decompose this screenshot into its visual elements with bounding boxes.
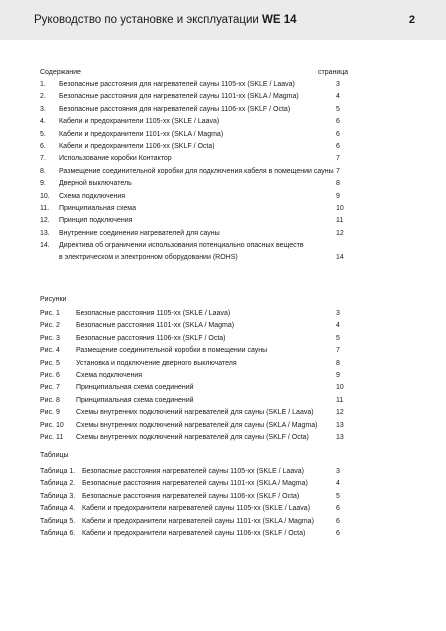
contents-item xyxy=(0,81,446,93)
figure-item-title: Установка и подключение дверного выключателя xyxy=(76,359,237,367)
table-item-title: Кабели и предохранители нагревателей сауны 1105-xx (SKLE / Laava) xyxy=(82,505,311,513)
contents-item-page: 12 xyxy=(336,229,344,237)
table-item xyxy=(0,493,446,505)
contents-item xyxy=(0,106,446,118)
contents-item-page: 5 xyxy=(336,105,340,113)
page-number: 2 xyxy=(408,14,415,26)
table-item-title: Кабели и предохранители нагревателей сауны 1101-xx (SKLA / Magma) xyxy=(82,517,314,525)
contents-item xyxy=(0,155,446,167)
contents-item xyxy=(0,230,446,242)
table-item-number: Таблица 1. xyxy=(40,468,76,475)
contents-item-number: 8. xyxy=(40,167,46,175)
figure-item-number: Рис. 6 xyxy=(40,371,60,379)
contents-item-number: 13. xyxy=(40,229,50,237)
figures-heading: Рисунки xyxy=(40,296,67,303)
figure-item xyxy=(0,360,446,372)
figure-item xyxy=(0,372,446,384)
contents-item xyxy=(0,205,446,217)
figure-item-page: 7 xyxy=(336,347,340,355)
figure-item xyxy=(0,434,446,446)
contents-item-page: 9 xyxy=(336,192,340,200)
contents-item-number: 1. xyxy=(40,81,46,88)
figure-item-title: Схемы внутренних подключений нагревателей для сауны (SKLF / Octa) xyxy=(76,433,309,441)
table-item-page: 6 xyxy=(336,517,340,525)
contents-item-page: 6 xyxy=(336,130,340,138)
contents-item-title: Принцип подключения xyxy=(59,217,133,225)
contents-item-title: Безопасные расстояния для нагревателей сауны 1105-xx (SKLE / Laava) xyxy=(59,81,295,88)
figure-item-title: Безопасные расстояния 1101-xx (SKLA / Magma) xyxy=(76,322,235,330)
table-item-title: Безопасные расстояния нагревателей сауны 1106-xx (SKLF / Octa) xyxy=(82,492,300,500)
figure-item-number: Рис. 11 xyxy=(40,433,64,441)
figure-item-page: 8 xyxy=(336,359,340,367)
figure-item-number: Рис. 4 xyxy=(40,347,60,355)
figure-item-title: Безопасные расстояния 1105-xx (SKLE / Laava) xyxy=(76,310,231,317)
contents-item-title: Дверной выключатель xyxy=(59,180,132,188)
figure-item-number: Рис. 1 xyxy=(40,310,60,317)
table-item xyxy=(0,530,446,542)
contents-list xyxy=(0,81,446,266)
contents-item xyxy=(0,131,446,143)
figure-item-page: 13 xyxy=(336,421,344,429)
table-item xyxy=(0,518,446,530)
contents-item xyxy=(0,180,446,192)
table-item-page: 5 xyxy=(336,492,340,500)
contents-item-title: Кабели и предохранители 1105-xx (SKLE / Laava) xyxy=(59,118,220,126)
page-header xyxy=(0,0,446,40)
figure-item xyxy=(0,310,446,322)
figure-item-title: Схема подключения xyxy=(76,371,143,379)
figure-item-page: 12 xyxy=(336,409,344,417)
document-title xyxy=(34,14,297,26)
contents-item-number: 14. xyxy=(40,242,50,250)
figure-item-page: 9 xyxy=(336,371,340,379)
contents-item-number: 12. xyxy=(40,217,50,225)
table-item-page: 6 xyxy=(336,529,340,537)
table-item xyxy=(0,505,446,517)
contents-item-page: 8 xyxy=(336,180,340,188)
figure-item-title: Принципиальная схема соединений xyxy=(76,396,194,404)
table-item-page: 4 xyxy=(336,480,340,488)
contents-item xyxy=(0,93,446,105)
figure-item xyxy=(0,335,446,347)
contents-item-title: Схема подключения xyxy=(59,192,126,200)
contents-item xyxy=(0,118,446,130)
contents-item-page: 10 xyxy=(336,204,344,212)
table-item-page: 3 xyxy=(336,468,340,475)
contents-item-page: 4 xyxy=(336,93,340,101)
table-item-page: 6 xyxy=(336,505,340,513)
table-item-number: Таблица 4. xyxy=(40,505,76,513)
contents-item xyxy=(0,168,446,180)
figure-item xyxy=(0,347,446,359)
figure-item-page: 3 xyxy=(336,310,340,317)
contents-item-page: 14 xyxy=(336,254,344,262)
model-name: WE 14 xyxy=(262,14,297,26)
contents-item xyxy=(0,217,446,229)
contents-heading: Содержание xyxy=(40,69,81,76)
figure-item xyxy=(0,384,446,396)
figure-item-page: 5 xyxy=(336,334,340,342)
figure-item-number: Рис. 8 xyxy=(40,396,60,404)
table-item-number: Таблица 5. xyxy=(40,517,76,525)
table-item-title: Кабели и предохранители нагревателей сауны 1106-xx (SKLF / Octa) xyxy=(82,529,306,537)
contents-item-page: 3 xyxy=(336,81,340,88)
figure-item-number: Рис. 10 xyxy=(40,421,64,429)
contents-item-title-continued: в электрическом и электронном оборудовании (ROHS) xyxy=(59,254,238,262)
contents-item-number: 6. xyxy=(40,142,46,150)
table-item-title: Безопасные расстояния нагревателей сауны 1105-xx (SKLE / Laava) xyxy=(82,468,304,475)
contents-item xyxy=(0,143,446,155)
contents-item-number: 4. xyxy=(40,118,46,126)
figure-item-number: Рис. 2 xyxy=(40,322,60,330)
figure-item-title: Схемы внутренних подключений нагревателей для сауны (SKLA / Magma) xyxy=(76,421,318,429)
figure-item-page: 4 xyxy=(336,322,340,330)
contents-item-number: 2. xyxy=(40,93,46,101)
figure-item-number: Рис. 5 xyxy=(40,359,60,367)
figure-item xyxy=(0,409,446,421)
contents-item-title: Кабели и предохранители 1101-xx (SKLA / Magma) xyxy=(59,130,224,138)
tables-heading: Таблицы xyxy=(40,452,69,459)
table-item-number: Таблица 2. xyxy=(40,480,76,488)
contents-item-number: 9. xyxy=(40,180,46,188)
tables-list xyxy=(0,468,446,542)
figure-item-page: 10 xyxy=(336,384,344,392)
table-item-number: Таблица 6. xyxy=(40,529,76,537)
contents-item-page: 6 xyxy=(336,118,340,126)
figure-item-page: 11 xyxy=(336,396,344,404)
page-column-label: страница xyxy=(318,69,349,76)
figure-item xyxy=(0,422,446,434)
contents-item-title: Внутренние соединения нагревателей для сауны xyxy=(59,229,220,237)
contents-item-title: Безопасные расстояния для нагревателей сауны 1106-xx (SKLF / Octa) xyxy=(59,105,291,113)
contents-item-title: Использование коробки Контактор xyxy=(59,155,172,163)
figure-item-number: Рис. 9 xyxy=(40,409,60,417)
contents-item-number: 3. xyxy=(40,105,46,113)
contents-item-page: 7 xyxy=(336,167,340,175)
figure-item xyxy=(0,397,446,409)
table-item-number: Таблица 3. xyxy=(40,492,76,500)
contents-item-number: 11. xyxy=(40,204,50,212)
contents-item xyxy=(0,242,446,266)
figure-item-title: Принципиальная схема соединений xyxy=(76,384,194,392)
table-item-title: Безопасные расстояния нагревателей сауны 1101-xx (SKLA / Magma) xyxy=(82,480,308,488)
figure-item-title: Безопасные расстояния 1106-xx (SKLF / Octa) xyxy=(76,334,226,342)
figure-item-title: Размещение соединительной коробки в помещении сауны xyxy=(76,347,268,355)
figure-item xyxy=(0,322,446,334)
figure-item-page: 13 xyxy=(336,433,344,441)
contents-item-title: Директива об ограничении использования потенциально опасных веществ xyxy=(59,242,304,250)
contents-item-title: Кабели и предохранители 1106-xx (SKLF / Octa) xyxy=(59,142,215,150)
table-item xyxy=(0,480,446,492)
contents-item-title: Принципиальная схема xyxy=(59,204,136,212)
contents-item-title: Безопасные расстояния для нагревателей сауны 1101-xx (SKLA / Magma) xyxy=(59,93,299,101)
contents-item-number: 10. xyxy=(40,192,50,200)
figure-item-number: Рис. 7 xyxy=(40,384,60,392)
contents-item-page: 7 xyxy=(336,155,340,163)
table-item xyxy=(0,468,446,480)
figure-item-number: Рис. 3 xyxy=(40,334,60,342)
figures-list xyxy=(0,310,446,446)
contents-item-page: 6 xyxy=(336,142,340,150)
contents-item-title: Размещение соединительной коробки для подключения кабеля в помещении сауны xyxy=(59,167,334,175)
contents-item-page: 11 xyxy=(336,217,344,225)
contents-item-number: 7. xyxy=(40,155,46,163)
contents-item-number: 5. xyxy=(40,130,46,138)
document-title-text: Руководство по установке и эксплуатации xyxy=(34,14,259,26)
figure-item-title: Схемы внутренних подключений нагревателей для сауны (SKLE / Laava) xyxy=(76,409,314,417)
contents-item xyxy=(0,193,446,205)
